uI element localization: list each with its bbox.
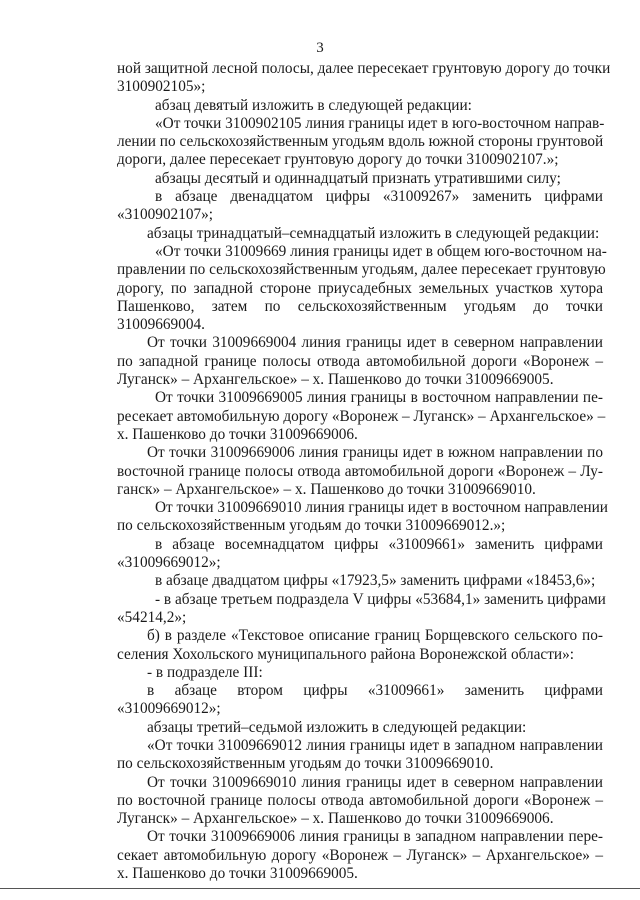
text-line: по сельскохозяйственным угодьям до точки 31009669012.»; bbox=[117, 517, 506, 535]
text-line: От точки 31009669005 линия границы в восточном направлении пе- bbox=[155, 389, 603, 407]
text-line: «54214,2»; bbox=[117, 608, 187, 626]
text-line: Пашенково, затем по сельскохозяйственным угодьям до точки bbox=[117, 297, 603, 315]
text-line: дорогу, по западной стороне приусадебных земельных участков хутора bbox=[117, 279, 603, 297]
text-line: абзацы третий–седьмой изложить в следующей редакции: bbox=[147, 718, 527, 736]
text-line: - в абзаце третьем подраздела V цифры «53684,1» заменить цифрами bbox=[155, 590, 606, 608]
page-bottom-rule bbox=[0, 888, 640, 889]
text-line: секает автомобильную дорогу «Воронеж – Луганск» – Архангельское» – bbox=[117, 846, 603, 864]
text-line: по восточной границе полосы отвода автомобильной дороги «Воронеж – bbox=[117, 791, 603, 809]
text-line: 31009669004. bbox=[117, 316, 205, 334]
text-line: «31009669012»; bbox=[117, 700, 221, 718]
text-line: От точки 31009669010 линия границы идет в восточном направлении bbox=[155, 499, 608, 517]
text-line: правлении по сельскохозяйственным угодьям, далее пересекает грунтовую bbox=[117, 261, 606, 279]
text-line: Луганск» – Архангельское» – х. Пашенково до точки 31009669006. bbox=[117, 810, 554, 828]
text-line: лении по сельскохозяйственным угодьям вдоль южной стороны грунтовой bbox=[117, 133, 604, 151]
text-line: ресекает автомобильную дорогу «Воронеж – Луганск» – Архангельское» – bbox=[117, 407, 606, 425]
text-line: по западной границе полосы отвода автомобильной дороги «Воронеж – bbox=[117, 352, 603, 370]
text-line: х. Пашенково до точки 31009669005. bbox=[117, 865, 358, 883]
text-line: в абзаце восемнадцатом цифры «31009661» заменить цифрами bbox=[155, 535, 603, 553]
text-line: «От точки 31009669012 линия границы идет в западном направлении bbox=[147, 736, 603, 754]
text-line: абзац девятый изложить в следующей редакции: bbox=[155, 96, 472, 114]
text-line: Луганск» – Архангельское» – х. Пашенково до точки 31009669005. bbox=[117, 371, 554, 389]
page-number: 3 bbox=[316, 40, 324, 56]
text-line: От точки 31009669010 линия границы идет в северном направлении bbox=[147, 773, 603, 791]
text-line: «31009669012»; bbox=[117, 554, 221, 572]
text-line: х. Пашенково до точки 31009669006. bbox=[117, 425, 358, 443]
text-line: в абзаце двенадцатом цифры «31009267» заменить цифрами bbox=[155, 188, 603, 206]
text-line: «От точки 3100902105 линия границы идет в юго-восточном направ- bbox=[155, 114, 605, 132]
text-line: ной защитной лесной полосы, далее пересекает грунтовую дорогу до точки bbox=[117, 60, 611, 77]
text-line: От точки 31009669006 линия границы в западном направлении пере- bbox=[147, 828, 603, 846]
text-line: «От точки 31009669 линия границы идет в общем юго-восточном на- bbox=[155, 242, 607, 260]
text-line: селения Хохольского муниципального района Воронежской области»: bbox=[117, 645, 574, 663]
text-line: ганск» – Архангельское» – х. Пашенково до точки 31009669010. bbox=[117, 480, 536, 498]
text-line: 3100902105»; bbox=[117, 78, 206, 96]
text-line: в абзаце втором цифры «31009661» заменить цифрами bbox=[147, 682, 603, 700]
text-line: дороги, далее пересекает грунтовую дорогу до точки 3100902107.»; bbox=[117, 151, 559, 169]
text-line: абзацы десятый и одиннадцатый признать утратившими силу; bbox=[155, 169, 561, 187]
text-line: б) в разделе «Текстовое описание границ Борщевского сельского по- bbox=[147, 627, 603, 645]
text-line: От точки 31009669006 линия границы идет в южном направлении по bbox=[147, 444, 603, 462]
document-body bbox=[117, 60, 611, 883]
text-line: - в подразделе III: bbox=[147, 663, 263, 681]
text-line: в абзаце двадцатом цифры «17923,5» заменить цифрами «18453,6»; bbox=[155, 572, 596, 590]
text-line: по сельскохозяйственным угодьям до точки 31009669010. bbox=[117, 755, 494, 773]
text-line: «3100902107»; bbox=[117, 206, 214, 224]
text-line: восточной границе полосы отвода автомобильной дороги «Воронеж – Лу- bbox=[117, 462, 603, 480]
text-line: От точки 31009669004 линия границы идет в северном направлении bbox=[147, 334, 603, 352]
text-line: абзацы тринадцатый–семнадцатый изложить в следующей редакции: bbox=[147, 224, 600, 242]
